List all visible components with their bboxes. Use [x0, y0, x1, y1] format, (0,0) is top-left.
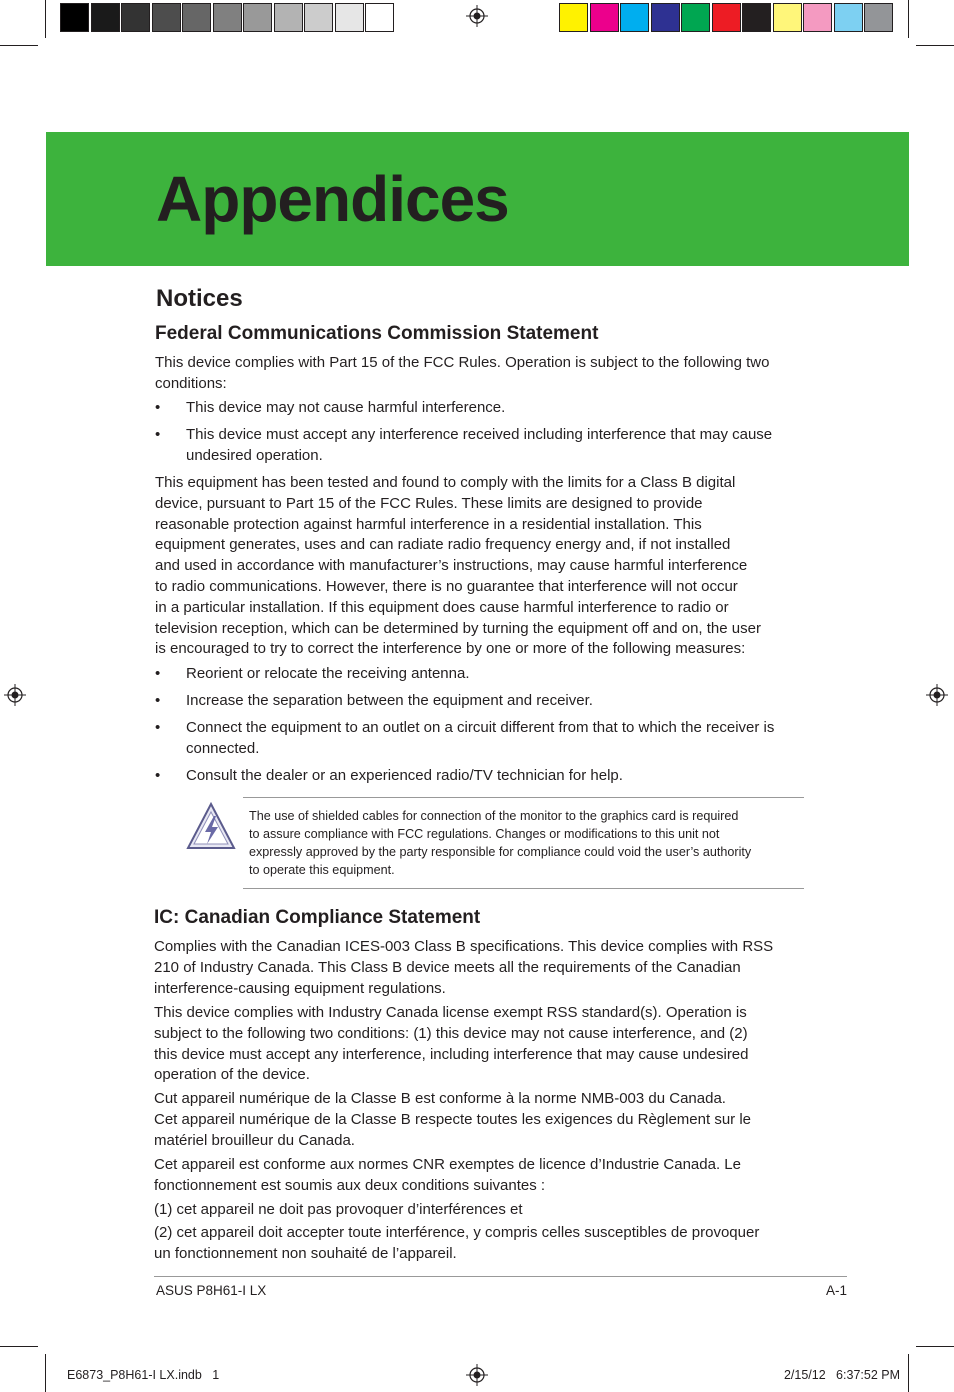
bullet-icon: •	[155, 692, 161, 709]
ic-paragraph	[154, 1155, 814, 1197]
text-line: This device complies with Part 15 of the FCC Rules. Operation is subject to the following two	[155, 354, 770, 371]
text-line: This equipment has been tested and found to comply with the limits for a Class B digital	[155, 474, 736, 491]
color-swatch	[803, 3, 832, 32]
text-line: undesired operation.	[186, 446, 323, 464]
text-line: (2) cet appareil doit accepter toute interférence, y compris celles susceptibles de provoquer	[154, 1224, 760, 1241]
ic-paragraph	[154, 1223, 814, 1265]
color-swatch	[773, 3, 802, 32]
crop-mark	[916, 45, 954, 46]
text-line: This device complies with Industry Canada license exempt RSS standard(s). Operation is	[154, 1004, 747, 1021]
bullet-icon: •	[155, 719, 161, 736]
gray-swatch	[152, 3, 181, 32]
text-line: Cet appareil est conforme aux normes CNR exemptes de licence d’Industrie Canada. Le	[154, 1156, 741, 1173]
section-heading: Notices	[156, 285, 243, 312]
text-line: This device must accept any interference received including interference that may cause	[186, 426, 773, 443]
gray-swatch	[335, 3, 364, 32]
crop-mark	[0, 1346, 38, 1347]
color-swatch	[834, 3, 863, 32]
text-line: this device must accept any interference, including interference that may cause undesired	[154, 1045, 749, 1063]
text-line: and used in accordance with manufacturer’s instructions, may cause harmful interference	[155, 557, 748, 575]
ic-paragraph	[154, 1089, 814, 1151]
text-line: to assure compliance with FCC regulations. Changes or modifications to this unit not	[249, 827, 720, 841]
color-swatch	[712, 3, 741, 32]
text-line: to radio communications. However, there is no guarantee that interference will not occur	[155, 577, 738, 595]
text-line: interference-causing equipment regulations.	[154, 979, 446, 997]
fcc-paragraph	[155, 473, 815, 660]
footer-page-number: A-1	[825, 1283, 847, 1298]
text-line: un fonctionnement non souhaité de l’appareil.	[154, 1244, 457, 1262]
text-line: Complies with the Canadian ICES-003 Class B specifications. This device complies with RSS	[154, 938, 774, 955]
text-line: fonctionnement est soumis aux deux conditions suivantes :	[154, 1176, 546, 1194]
text-line: Cut appareil numérique de la Classe B est conforme à la norme NMB-003 du Canada.	[154, 1090, 726, 1107]
chapter-banner	[46, 132, 909, 266]
bullet-icon: •	[155, 399, 161, 416]
registration-mark-icon	[466, 5, 488, 27]
gray-swatch	[213, 3, 242, 32]
footer-rule	[154, 1276, 847, 1277]
gray-swatch	[274, 3, 303, 32]
fcc-heading: Federal Communications Commission Statement	[155, 323, 599, 344]
text-line: connected.	[186, 739, 260, 757]
note-text	[249, 807, 799, 879]
crop-mark	[908, 1354, 909, 1392]
text-line: 210 of Industry Canada. This Class B device meets all the requirements of the Canadian	[154, 958, 741, 976]
note-bottom-rule	[243, 888, 804, 889]
chapter-title: Appendices	[156, 163, 509, 235]
warning-triangle-icon	[186, 802, 236, 852]
text-line: Connect the equipment to an outlet on a circuit different from that to which the receiver is	[186, 719, 775, 736]
text-line: Reorient or relocate the receiving antenna.	[186, 665, 470, 682]
crop-mark	[45, 0, 46, 38]
text-line: This device may not cause harmful interference.	[186, 399, 506, 416]
registration-mark-icon	[466, 1364, 488, 1386]
gray-swatch	[91, 3, 120, 32]
gray-swatch	[243, 3, 272, 32]
gray-swatch	[182, 3, 211, 32]
text-line: to operate this equipment.	[249, 863, 395, 877]
registration-mark-icon	[926, 684, 948, 706]
crop-mark	[908, 0, 909, 38]
crop-mark	[916, 1346, 954, 1347]
gray-swatch	[60, 3, 89, 32]
ic-paragraph	[154, 1200, 814, 1221]
ic-paragraph	[154, 1003, 814, 1086]
crop-mark	[0, 45, 38, 46]
text-line: subject to the following two conditions: (1) this device may not cause interference, and (2)	[154, 1024, 748, 1042]
color-swatch	[681, 3, 710, 32]
text-line: Increase the separation between the equipment and receiver.	[186, 692, 593, 709]
text-line: Cet appareil numérique de la Classe B respecte toutes les exigences du Règlement sur le	[154, 1110, 751, 1128]
bullet-icon: •	[155, 665, 161, 682]
slug-filename: E6873_P8H61-I LX.indb 1	[67, 1368, 220, 1382]
bullet-icon: •	[155, 767, 161, 784]
color-swatch	[620, 3, 649, 32]
text-line: equipment generates, uses and can radiate radio frequency energy and, if not installed	[155, 536, 731, 554]
text-line: reasonable protection against harmful interference in a residential installation. This	[155, 515, 702, 533]
crop-mark	[45, 1354, 46, 1392]
footer-product: ASUS P8H61-I LX	[156, 1283, 267, 1298]
text-line: (1) cet appareil ne doit pas provoquer d’interférences et	[154, 1201, 523, 1218]
color-swatch	[590, 3, 619, 32]
text-line: matériel brouilleur du Canada.	[154, 1131, 355, 1149]
gray-swatch	[365, 3, 394, 32]
text-line: expressly approved by the party responsible for compliance could void the user’s authority	[249, 845, 752, 859]
color-swatch	[651, 3, 680, 32]
text-line: Consult the dealer or an experienced radio/TV technician for help.	[186, 767, 623, 784]
gray-swatch	[121, 3, 150, 32]
note-top-rule	[243, 797, 804, 798]
text-line: television reception, which can be determined by turning the equipment off and on, the user	[155, 619, 761, 637]
bullet-icon: •	[155, 426, 161, 443]
ic-heading: IC: Canadian Compliance Statement	[154, 907, 481, 928]
text-line: is encouraged to try to correct the interference by one or more of the following measures:	[155, 640, 746, 658]
registration-mark-icon	[4, 684, 26, 706]
text-line: conditions:	[155, 374, 227, 392]
color-swatch	[742, 3, 771, 32]
text-line: device, pursuant to Part 15 of the FCC Rules. These limits are designed to provide	[155, 494, 703, 512]
ic-paragraph	[154, 937, 814, 999]
color-swatch	[864, 3, 893, 32]
text-line: operation of the device.	[154, 1066, 310, 1084]
text-line: in a particular installation. If this equipment does cause harmful interference to radio or	[155, 598, 729, 616]
color-swatch	[559, 3, 588, 32]
text-line: The use of shielded cables for connection of the monitor to the graphics card is required	[249, 809, 739, 823]
fcc-intro	[155, 353, 815, 395]
gray-swatch	[304, 3, 333, 32]
slug-timestamp: 2/15/12 6:37:52 PM	[783, 1368, 900, 1382]
